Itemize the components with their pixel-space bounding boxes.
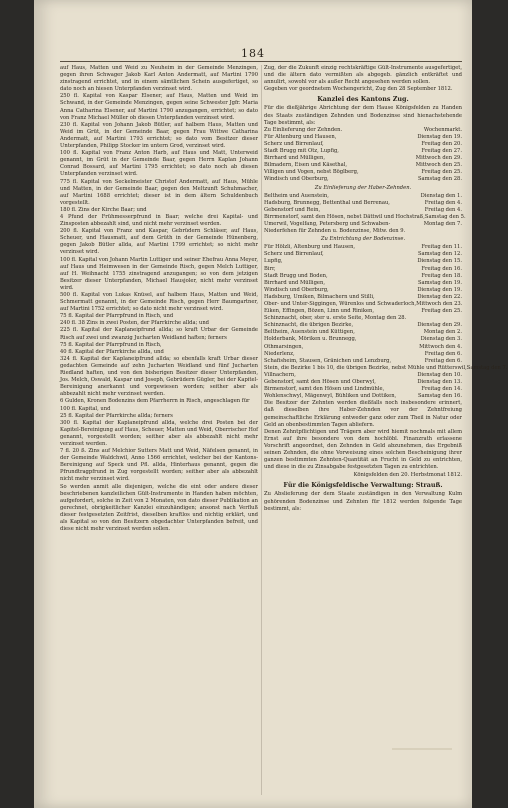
schedule-date: Freitag den 25. (421, 169, 462, 176)
subheading-left: Zu Einlieferung der Zehnden. (264, 126, 343, 133)
schedule-row (264, 329, 462, 336)
schedule-place: Gebenstorf und Rein, (264, 206, 321, 213)
schedule-row (264, 308, 462, 315)
paragraph: 324 fl. Kapital der Kaplaneipfrund allda; so ebenfalls kraft Urbar dieser gedachten Gemeinde auf zehn Jucharten Weidland und fünf Jucharten Riedland haften, und von den bisherigen Besitzer dieser Unterpfanden, Jos. Melch, Oswald, Kaspar und Joseph, Gebrüdern Gügler, bei der Kapitel-Bereinigung anerkannt und vorgewiesen worden; seither aber als abbezahlt nicht mehr verzinset werden. (60, 355, 258, 398)
paragraph: 25 fl. Kapital der Pfarrkirche allda; ferners (60, 412, 173, 419)
schedule-place: Ober- und Unter-Siggingen, Würenlos und Schwaderloch, (264, 301, 417, 307)
schedule-place: Gebenstorf, samt den Hösen und Oberwyl, (264, 379, 376, 386)
schedule-place: Scherz und Birrenlauf, (264, 251, 324, 258)
schedule-row (264, 266, 462, 273)
paragraph: 100 fl. Kapital, und (60, 405, 111, 412)
schedule-place: Villigen und Vogen, nebst Böglberg, (264, 169, 359, 176)
paragraph: 200 fl. Kapital von Franz und Kaspar, Gebrüdern Schläser, auf Haus, Scheuer, und Hausmatt, auf dem Grüth in der Gemeinde Hünenberg, gegen Jakob Bütler allda, auf Martini 1799 errichtet; so nicht mehr verzinset wird. (60, 228, 258, 256)
schedule-date: Freitag den 27. (421, 148, 462, 155)
schedule-place: Schinznacht, ober, ster u. erste Seite, Montag den 28. (264, 315, 407, 322)
schedule-row (264, 155, 462, 162)
paragraph: 7 fl. 20 ß. Zins auf Melchior Sutters Matt und Weid, Näfelsen genannt, in der Gemeinde Waldchwil, Anno 1566 errichtet, welcher bei der Kantons-Bereinigung auf Speck und Pfl. allda, Hinterhaus genannt, gegen die Pfrundtragpfrund in Zug vorgestellt worden; seither aber als abbezahlt nicht mehr verzinset wird. (60, 448, 258, 483)
schedule-row (264, 134, 462, 141)
paragraph: 775 fl. Kapital von Seckelmeister Christof Andermatt, auf Haus, Mühle und Matten, in der Gemeinde Baar, gegen den Meltzunft Schuhmacher, auf Martini 1688 errichtet; dieser ist in dem ältern Schuldenbuch vorgestellt. (60, 178, 258, 206)
schedule-place: Hadsburg, Umiken, Bilmachern und Stilli, (264, 293, 375, 300)
paragraph: 300 fl. Kapital der Kaplaneipfrund allda, welche drei Posten bei der Kapitel-Bereinigung auf Haus, Scheuer, Matten und Weid, Oberrischer Hof genannt, vorgestellt worden; seither aber als abbezahlt nicht mehr verzinset werden. (60, 419, 258, 447)
schedule-row (264, 193, 462, 200)
schedule-date: Mittwoch den 23. (416, 301, 463, 307)
schedule-row (264, 213, 466, 221)
schedule-row (264, 273, 462, 280)
date-line: Königsfelden den 20. Herbstmonat 1812. (353, 472, 462, 479)
paragraph: 250 fl. Kapital von Kaspar Elsener, auf Haus, Matten und Weid im Schwand, in der Gemeinde Menzingen, gegen seine Schwester Jgfr. Maria Anna Catharina Elsener, auf Martini 1790 anzugangen, errichtet; so dato von Franz Michael Müller ob diesen Unterpfanden verzinset wird. (60, 93, 258, 121)
schedule-date: Mittwoch den 4. (419, 343, 462, 350)
schedule-date: Dienstag den 3. (420, 336, 462, 343)
schedule-row (264, 258, 462, 265)
schedule-row (264, 141, 462, 148)
schedule-date: Freitag den 16. (421, 265, 462, 272)
schedule-date: Samstag den 28. (417, 176, 462, 183)
paragraph: 4 Pfund der Frühmesserpfrund in Baar; welche drei Kapital- und Zinsposten abbezahlt sind, und nicht mehr verzinset werden. (60, 213, 258, 228)
header-rule (60, 61, 462, 62)
notice-paragraph: Denen Zehntpflichtigen und Trägern aber wird hiemit nochmals mit allem Ernst auf ihre besondere von dem hochlöbl. Finanzrath erlassene Vorschrift angeordnet, den Zehnden in Geld abzunehmen, das Ergebniß seinen Zehnden, die ohne Vorweisung eines solchen Bescheinigung ihrer ganzen bestimmten Zehnten-Quantität an Frucht in Geld zu entrichten, und diese in die zu Zinsabgabe festgesetzten Tagen zu entrichten. (264, 428, 462, 471)
schedule-place: Schafisheim, Stausen, Gränichen und Lenzburg, (264, 357, 392, 364)
schedule-date: Freitag den 4. (424, 206, 462, 213)
schedule-row (264, 244, 462, 251)
column-divider (261, 65, 262, 795)
schedule-date: Freitag den 14. (421, 386, 462, 393)
schedule-date: Dienstag den 29. (417, 322, 462, 329)
schedule-row (264, 379, 462, 386)
schedule-place: Birmenstorf, samt den Hösen und Lindmühle, (264, 386, 385, 393)
paragraph: 230 fl. Kapital von Johann Jakob Bütler, auf halbem Haus, Matten und Weid im Grüt, in der Gemeinde Baar, gegen Frau Wittwe Catharina Andermatt, auf Martini 1793 errichtet; so dato vom Besitzer dieser Unterpfanden, Philipp Stocker im untern Grod, verzinset wird. (60, 121, 258, 150)
schedule-place: Lupfig, (264, 258, 283, 265)
office-heading: Kanzlei des Kantons Zug. (317, 95, 409, 104)
schedule-date: Dienstag den 1. (420, 192, 462, 199)
schedule-row (264, 344, 462, 351)
notice-paragraph: Zu Abslieferung der dem Staate zuständigen in den Verwaltung Kulm gehörenden Bodenzinse und Zehnten für 1812 werden folgende Tage bestimmt, als: (264, 491, 462, 512)
schedule-date: Freitag den 4. (424, 199, 462, 206)
schedule-row (264, 162, 462, 169)
schedule-place: Wohlenschwyl, Mägenwyl, Bühliken und Dottiken, (264, 393, 397, 400)
schedule-row (264, 393, 462, 400)
schedule-row (264, 176, 462, 183)
paragraph: 100 fl. Kapital von Franz Anton Harb, auf Haus und Matt, Unterweid genannt, im Grüt in der Gemeinde Baar, gegen Herrn Kaplan Johann Conrad Bossard, auf Martini 1795 errichtet; so dato noch ab diesen Unterpfanden verzinset wird. (60, 150, 258, 178)
schedule-date: Freitag den 20. (421, 140, 462, 147)
schedule-row (264, 364, 508, 372)
schedule-date: Freitag den 25. (421, 308, 462, 315)
document-page (34, 0, 508, 808)
schedule-bodenzinse (264, 244, 508, 400)
schedule-row (264, 148, 462, 155)
schedule-date: Samstag den 7. (466, 364, 508, 371)
schedule-subheading-bodenzinse: Zu Entrichtung der Bodenzinse. (320, 236, 406, 243)
paragraph: 40 fl. Kapital der Pfarrkirche allda, und (60, 348, 164, 355)
schedule-row (264, 221, 462, 228)
schedule-place: Birr, (264, 265, 276, 272)
subheading-right: Wochenmarkt. (423, 126, 462, 133)
schedule-place: Beltheim und Auenstein, (264, 192, 329, 199)
schedule-date: Montag den 2. (423, 329, 462, 336)
schedule-row (264, 336, 462, 343)
page-number: 184 (241, 47, 265, 60)
schedule-row (264, 169, 462, 176)
schedule-date: Samstag den 19. (417, 279, 462, 286)
schedule-row (264, 351, 462, 358)
schedule-place: Holderbank, Möriken u. Brunnegg, (264, 336, 357, 343)
schedule-row (264, 207, 462, 214)
schedule-place: Stadt Brugg und Boden, (264, 272, 328, 279)
schedule-row (264, 315, 462, 322)
schedule-place: Beltheim, Auenstein und Küttigen, (264, 329, 355, 336)
schedule-subheading (264, 127, 462, 134)
schedule-row (264, 301, 462, 308)
schedule-date: Dienstag den 22. (417, 293, 462, 300)
intro-paragraph: Zug, der die Zukunft einzig rechtskräftige Gült-Instrumente ausgefertiget, und die ältern dato vermißten als abgegeb. gänzlich entkräftet und annulirt, sowohl vor als außer Recht angesehen werden sollen. (264, 65, 462, 86)
schedule-date: Dienstag den 15. (417, 258, 462, 265)
paragraph: 100 fl. Kapital von Johann Martin Luttiger und seiner Ehefrau Anna Meyer, auf Haus und Heimwesen in der Gemeinde Risch, gegen Melch Luttiger, auf H. Weihnacht 1755 zinstragend anzugangen; so von dem jetzigen Besitzer dieser Unterpfanden, Michael Hausjoler, nicht mehr verzinset wird. (60, 256, 258, 291)
schedule-place: Stein, die Bezirke 1 bis 10, die übrigen Bezirke, nebst Mühle und Rütterswil, (264, 364, 467, 371)
schedule-zehnden (264, 134, 462, 184)
schedule-haber (264, 192, 466, 236)
schedule-row (264, 228, 462, 235)
left-column (60, 65, 258, 800)
paragraph: 6 Gulden, Kronen Bodenzins dem Pfarrherrn in Risch, angeschlagen für (60, 398, 250, 405)
schedule-place: Stadt Brugg mit Otz, Lupfig, (264, 148, 339, 155)
schedule-date: Freitag den 6. (424, 357, 462, 364)
schedule-place: Hadsburg, Brunnegg, Bettenthal und Berrenau, (264, 199, 390, 206)
schedule-row (264, 294, 462, 301)
schedule-date: Montag den 7. (423, 220, 462, 227)
paragraph: 240 fl. 38 Zins in zwei Posten, der Pfarrkirche allda; und (60, 320, 209, 327)
schedule-row (264, 322, 462, 329)
schedule-row (264, 200, 462, 207)
paragraph: 500 fl. Kapital von Lukas Knüsel, auf halbem Haus, Matten und Weid, Schmermatt genannt, in der Gemeinde Risch, gegen Herr Baumgartner, auf Martini 1752 errichtet; so dato nicht mehr verzinset wird. (60, 292, 258, 313)
paragraph: 180 fl. Zins der Kirche Baar; und (60, 206, 147, 213)
schedule-place: Windisch und Oberburg, (264, 176, 329, 183)
paragraph: 225 fl. Kapital der Kaplaneipfrund allda; so kraft Urbar der Gemeinde Risch auf zwei und zwanzig Jucharten Weidland haften; ferners (60, 327, 258, 341)
notice-paragraph: Die Besitzer der Zehnten werden dießfalls noch insbesondere erinnert, daß dieselben ihre Haber-Zehnden vor der Zehntfreiung gemeinschaftliche Erklärung entweder ganz oder zum Theil in Natur oder Geld an obenbestimmten Tagen abliefern. (264, 400, 462, 428)
paragraph: auf Haus, Matten und Weid zu Neuheim in der Gemeinde Menzingen, gegen ihren Schwager Jakob Karl Anton Andermatt, auf Martini 1790 zinstragend errichtet, und in einem sämtlichen Schein ausgefertiget, so dato noch an hiesen Unterpfanden verzinset wird. (60, 65, 258, 93)
schedule-row (264, 280, 462, 287)
schedule-date: Dienstag den 10. (417, 371, 462, 378)
schedule-date: Dienstag den 19. (417, 133, 462, 140)
schedule-date: Mittwoch den 25. (415, 162, 462, 169)
page-fold (392, 748, 452, 798)
paragraph: So werden anmit alle diejenigen, welche die eint oder andere dieser beschriebenen kanzleilichen Gült-Instrumente in Handen haben möchten, aufgefordert, solche in Zeit von 2 Monaten, von dato dieser Publikation an gerechnet, obrigkeitlicher Kanzlei einzuhändigen; ansonst nach Verfluß dieser festgesetzten Zeitfrist, dieselben kraftlos und nichtig erklärt, und als Kapital so von den Besitzern obgedachter Unterpfanden befreit, und diese nicht mehr verzinset werden sollen. (60, 483, 258, 533)
schedule-place: Eiken, Effingen, Bözen, Linn und Riniken, (264, 308, 375, 315)
schedule-date: Freitag den 11. (421, 244, 462, 251)
right-column (264, 65, 508, 800)
schedule-place: Für Altenburg und Hausen, (264, 133, 337, 140)
schedule-date: Samstag den 12. (417, 251, 462, 258)
schedule-date: Mittwoch den 29. (415, 155, 462, 162)
schedule-date: Dienstag den 13. (417, 379, 462, 386)
schedule-place: Für Hölzli, Altenburg und Hausen, (264, 244, 356, 251)
schedule-place: Niederfehen für Zehnden u. Bodenzinse, Mitw. den 9. (264, 228, 406, 235)
schedule-date: Dienstag den 19. (417, 286, 462, 293)
schedule-date: Freitag den 18. (421, 272, 462, 279)
schedule-row (264, 372, 462, 379)
schedule-row (264, 358, 462, 365)
paragraph: 75 fl. Kapital der Pfarrpfrund in Risch, und (60, 313, 174, 320)
schedule-place: Scherz und Birrenlauf, (264, 140, 324, 147)
paragraph: 75 fl. Kapital der Pfarrpfrund in Risch, (60, 341, 162, 348)
schedule-intro: Für die dießjährige Abrichtung der dem Hause Königsfelden zu Handen des Staats zuständigen Zehnden und Bodenzinse sind hienachstehende Tage bestimmt, als: (264, 105, 462, 126)
given-line: Gegeben vor geordnetem Wochengericht, Zug den 28 September 1812. (264, 86, 453, 93)
schedule-place: Schinznacht, die übrigen Bezirke, (264, 322, 354, 329)
schedule-date: Samstag den 16. (417, 393, 462, 400)
schedule-place: Windisch und Oberburg, (264, 286, 329, 293)
schedule-date: Samstag den 5. (424, 213, 466, 220)
schedule-place: Birrhard und Mülligen, (264, 155, 325, 162)
schedule-place: Othmarsingen, (264, 343, 304, 350)
schedule-place: Birrhard und Mülligen, (264, 279, 325, 286)
schedule-subheading-haber: Zu Einlieferung der Haber-Zehnden. (314, 184, 412, 191)
schedule-place: Bilmadern, Eisen und Käsethal, (264, 162, 347, 169)
schedule-place: Umerwil, Vogelfang, Petersberg und Schwaben- (264, 220, 391, 227)
schedule-place: Birrmenstorf, samt den Hösen, nebst Dättwil und Hochstraß, (264, 213, 425, 220)
schedule-row (264, 251, 462, 258)
schedule-place: Villnachern, (264, 371, 296, 378)
office-signature: Für die Königsfeldische Verwaltung: Strauß. (283, 481, 443, 490)
schedule-row (264, 287, 462, 294)
schedule-row (264, 386, 462, 393)
schedule-date: Freitag den 6. (424, 350, 462, 357)
schedule-place: Niederlenz, (264, 350, 295, 357)
